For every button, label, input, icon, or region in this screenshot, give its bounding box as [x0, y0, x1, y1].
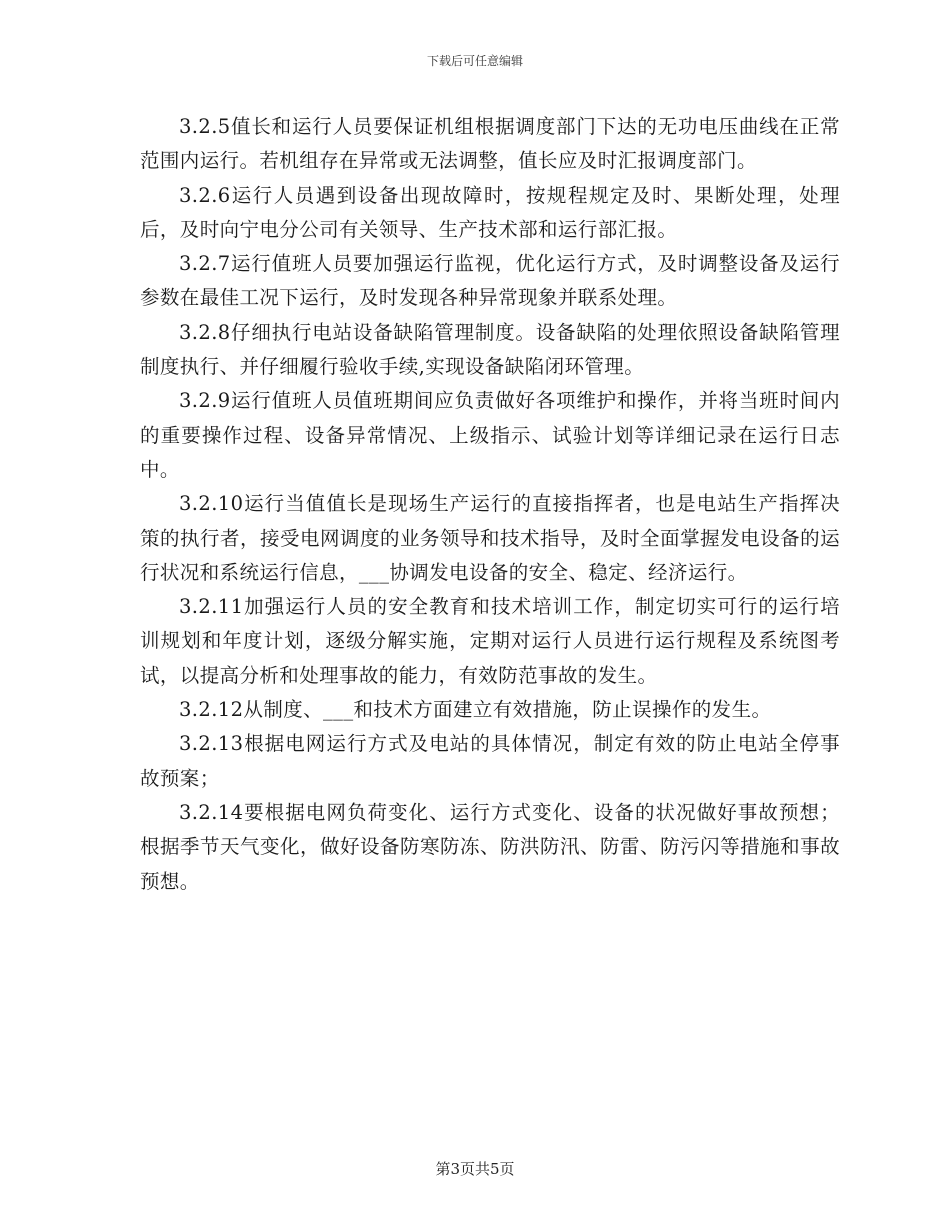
paragraph-3-2-14: 3.2.14要根据电网负荷变化、运行方式变化、设备的状况做好事故预想；根据季节天气变化，做好设备防寒防冻、防洪防汛、防雷、防污闪等措施和事故预想。	[140, 800, 840, 893]
paragraph-3-2-10: 3.2.10运行当值值长是现场生产运行的直接指挥者，也是电站生产指挥决策的执行者，接受电网调度的业务领导和技术指导，及时全面掌握发电设备的运行状况和系统运行信息，___协调发电设备的安全、稳定、经济运行。	[140, 492, 840, 584]
paragraph-3-2-13: 3.2.13根据电网运行方式及电站的具体情况，制定有效的防止电站全停事故预案；	[140, 732, 840, 790]
paragraph-3-2-6: 3.2.6运行人员遇到设备出现故障时，按规程规定及时、果断处理，处理后，及时向宁电分公司有关领导、生产技术部和运行部汇报。	[140, 183, 840, 241]
paragraph-3-2-8: 3.2.8仔细执行电站设备缺陷管理制度。设备缺陷的处理依照设备缺陷管理制度执行、并仔细履行验收手续,实现设备缺陷闭环管理。	[140, 320, 840, 379]
paragraph-3-2-9: 3.2.9运行值班人员值班期间应负责做好各项维护和操作，并将当班时间内的重要操作过程、设备异常情况、上级指示、试验计划等详细记录在运行日志中。	[140, 389, 840, 481]
paragraph-3-2-11: 3.2.11加强运行人员的安全教育和技术培训工作，制定切实可行的运行培训规划和年度计划，逐级分解实施，定期对运行人员进行运行规程及系统图考试，以提高分析和处理事故的能力，有效防范事故的发生。	[140, 595, 840, 687]
page-header-note: 下载后可任意编辑	[426, 54, 523, 68]
paragraph-3-2-5: 3.2.5值长和运行人员要保证机组根据调度部门下达的无功电压曲线在正常范围内运行。若机组存在异常或无法调整，值长应及时汇报调度部门。	[140, 115, 840, 173]
paragraph-3-2-7: 3.2.7运行值班人员要加强运行监视，优化运行方式，及时调整设备及运行参数在最佳工况下运行，及时发现各种异常现象并联系处理。	[140, 252, 840, 310]
document-body	[140, 110, 840, 899]
page-number: 第3页共5页	[435, 1160, 515, 1178]
paragraph-3-2-12: 3.2.12从制度、___和技术方面建立有效措施，防止误操作的发生。	[179, 698, 772, 722]
